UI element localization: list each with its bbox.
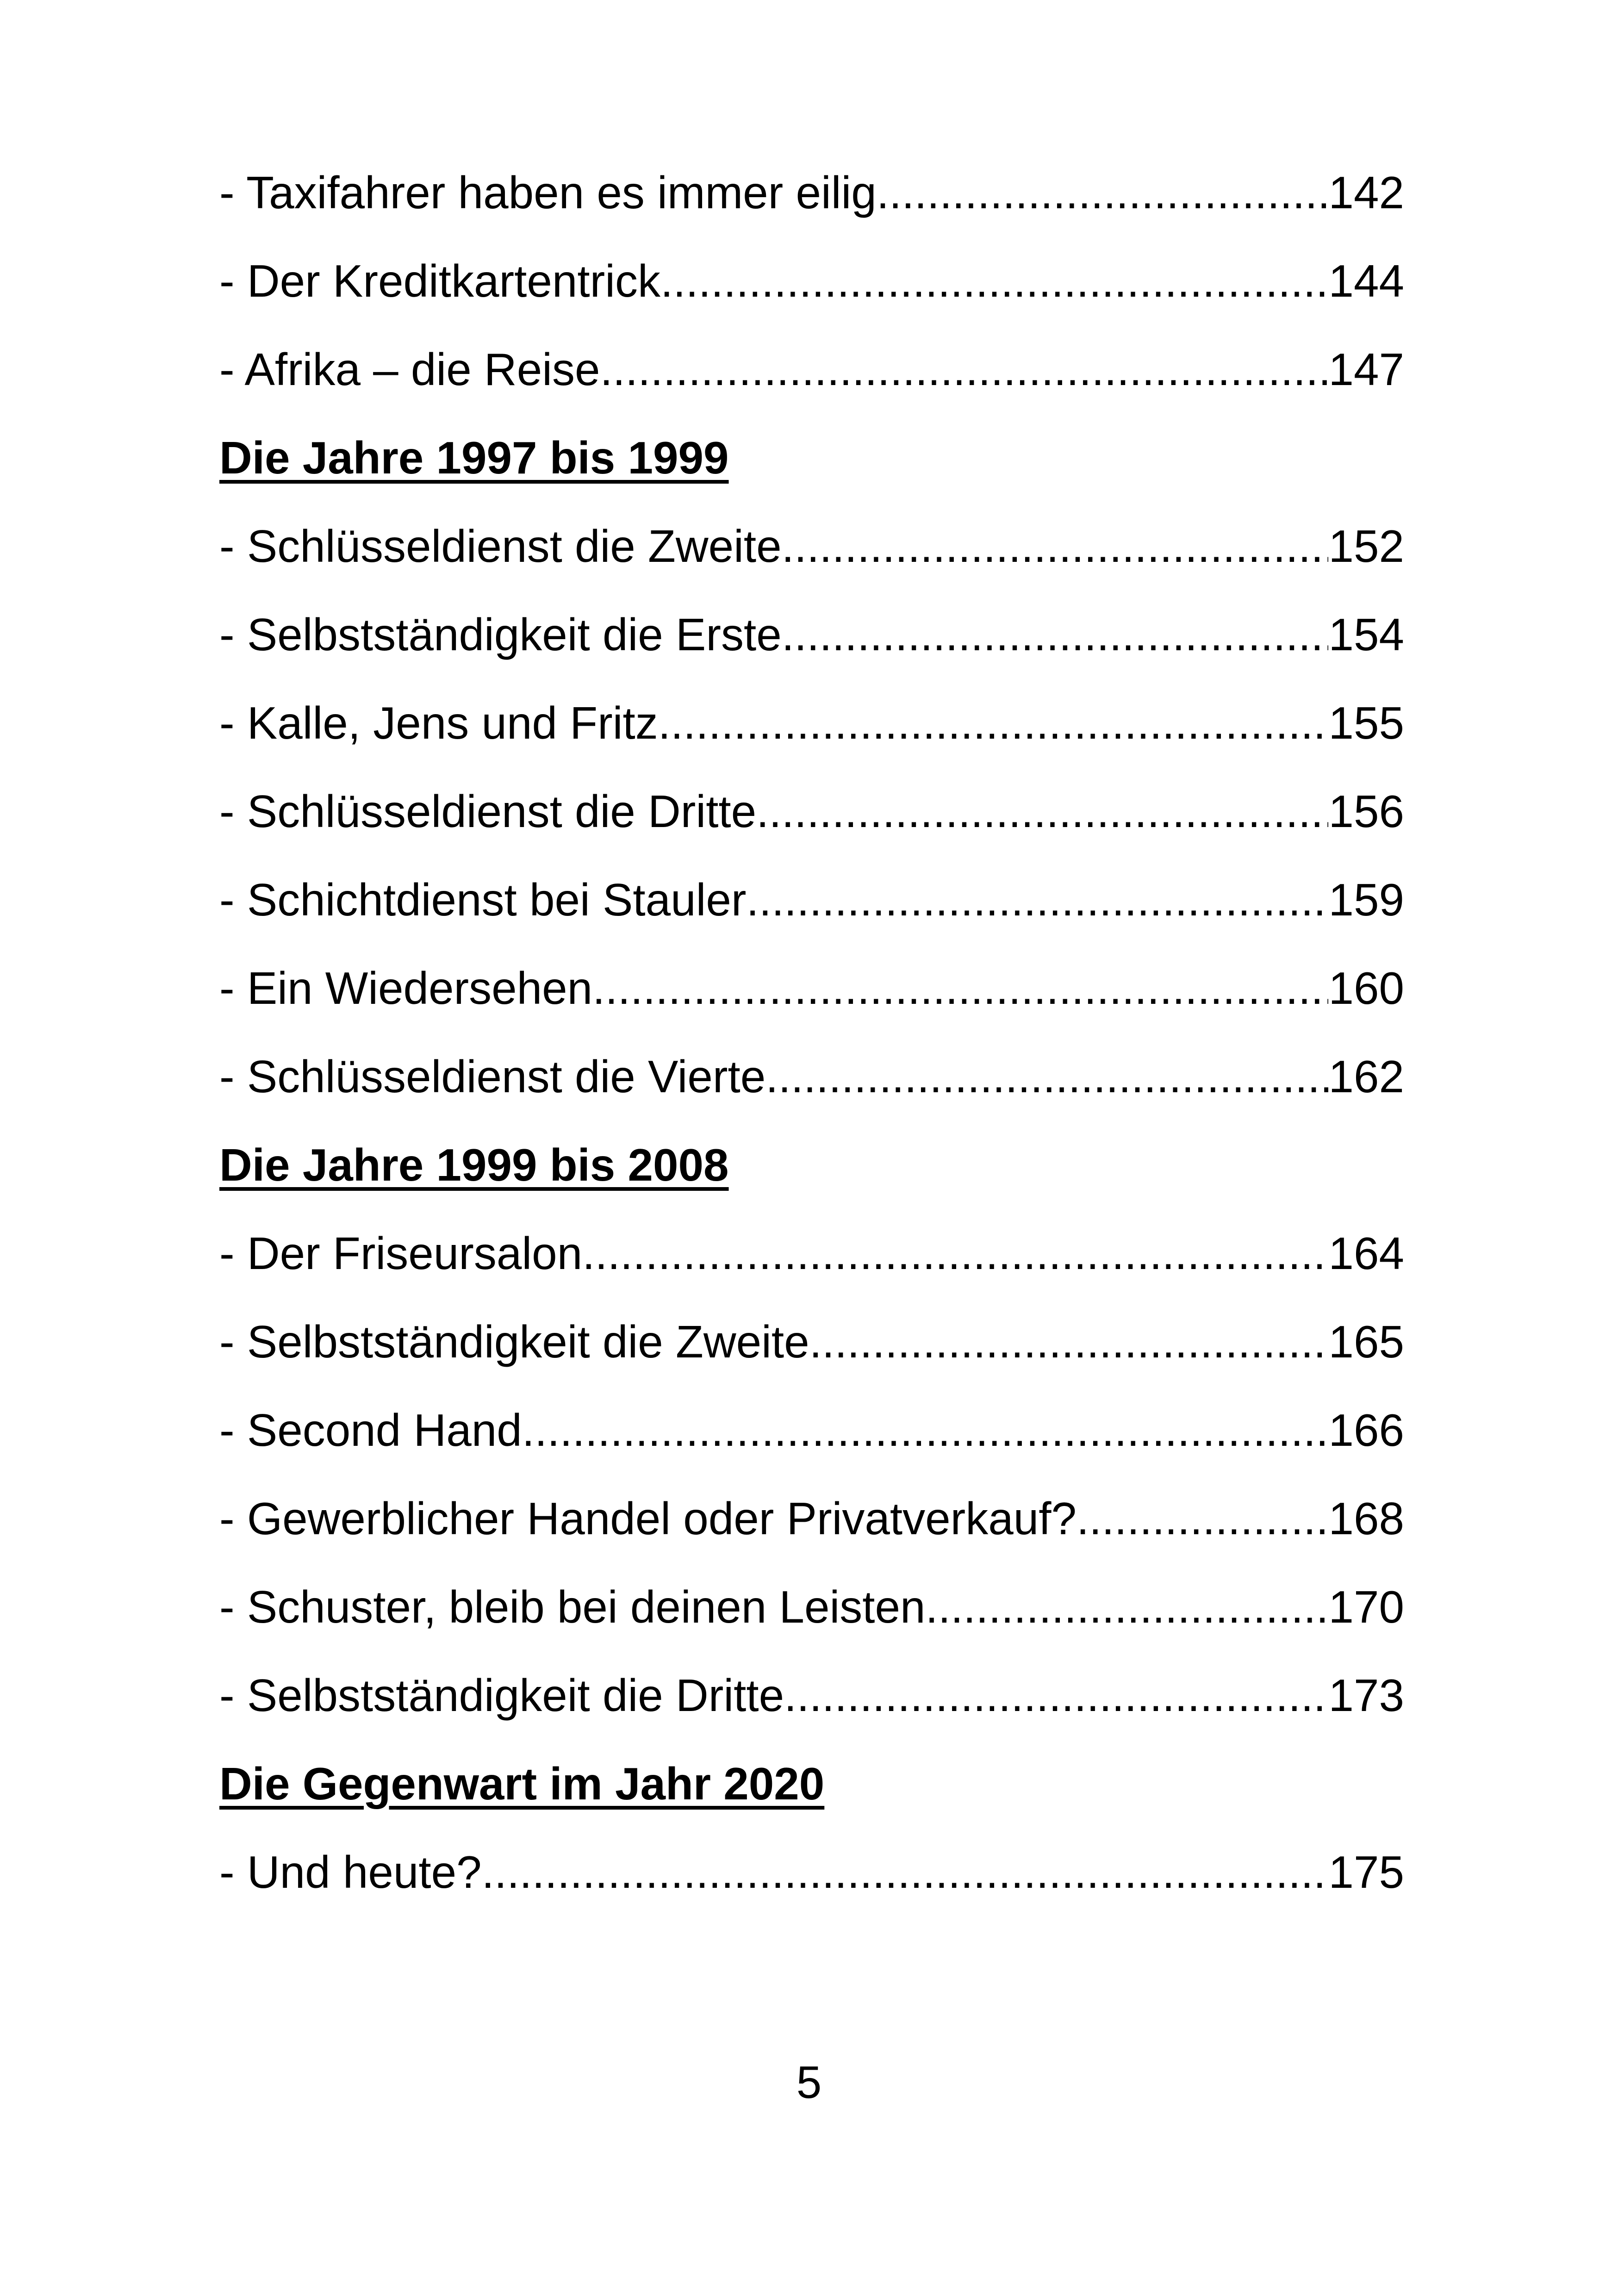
toc-entry-title: - Second Hand [219, 1404, 522, 1456]
dot-leader [600, 347, 1328, 392]
toc-entry [219, 590, 1404, 678]
toc-section-heading [219, 1739, 1404, 1828]
toc-entry [219, 767, 1404, 855]
toc-entry [219, 1297, 1404, 1386]
toc-entry-title: - Schichtdienst bei Stauler [219, 874, 747, 925]
toc-entry-title: - Schuster, bleib bei deinen Leisten [219, 1581, 926, 1632]
toc-entry-page-number: 170 [1328, 1581, 1404, 1632]
toc-entry-page-number: 173 [1328, 1669, 1404, 1721]
dot-leader [765, 1054, 1328, 1099]
page-number: 5 [796, 2057, 822, 2108]
toc-entry-page-number: 152 [1328, 520, 1404, 572]
toc-entry-page-number: 156 [1328, 785, 1404, 837]
section-heading-text: Die Jahre 1997 bis 1999 [219, 432, 729, 483]
table-of-contents [219, 148, 1404, 1916]
toc-entry [219, 855, 1404, 944]
dot-leader [809, 1319, 1329, 1364]
dot-leader [592, 965, 1328, 1011]
toc-entry-title: - Schlüsseldienst die Vierte [219, 1051, 766, 1102]
toc-entry-page-number: 162 [1328, 1051, 1404, 1102]
dot-leader [782, 523, 1329, 569]
toc-entry-title: - Selbstständigkeit die Dritte [219, 1669, 784, 1721]
toc-entry [219, 148, 1404, 236]
dot-leader [482, 1849, 1329, 1895]
toc-entry [219, 1209, 1404, 1297]
toc-section-heading [219, 413, 1404, 502]
toc-entry-title: - Kalle, Jens und Fritz [219, 697, 658, 748]
toc-entry [219, 1828, 1404, 1916]
dot-leader [1077, 1496, 1329, 1541]
toc-entry-title: - Schlüsseldienst die Zweite [219, 520, 782, 572]
toc-entry-title: - Schlüsseldienst die Dritte [219, 785, 757, 837]
toc-entry [219, 325, 1404, 413]
toc-entry-page-number: 147 [1328, 343, 1404, 395]
toc-entry-page-number: 159 [1328, 874, 1404, 925]
toc-entry [219, 1562, 1404, 1651]
toc-entry-title: - Und heute? [219, 1846, 482, 1898]
toc-entry [219, 1651, 1404, 1739]
dot-leader [658, 700, 1329, 746]
toc-entry-page-number: 142 [1328, 167, 1404, 218]
toc-entry [219, 1032, 1404, 1120]
dot-leader [784, 1673, 1328, 1718]
toc-entry-page-number: 165 [1328, 1316, 1404, 1367]
toc-entry-page-number: 166 [1328, 1404, 1404, 1456]
toc-entry-title: - Selbstständigkeit die Erste [219, 609, 782, 660]
dot-leader [582, 1231, 1328, 1276]
toc-entry-title: - Der Friseursalon [219, 1227, 583, 1279]
dot-leader [877, 170, 1329, 215]
section-heading-text: Die Gegenwart im Jahr 2020 [219, 1758, 825, 1809]
toc-entry-title: - Gewerblicher Handel oder Privatverkauf? [219, 1493, 1077, 1544]
dot-leader [660, 258, 1328, 304]
toc-entry-title: - Ein Wiedersehen [219, 962, 593, 1014]
toc-entry [219, 678, 1404, 767]
dot-leader [782, 612, 1329, 657]
dot-leader [925, 1584, 1328, 1630]
dot-leader [522, 1407, 1329, 1453]
toc-entry-page-number: 160 [1328, 962, 1404, 1014]
toc-entry-page-number: 175 [1328, 1846, 1404, 1898]
toc-entry-title: - Afrika – die Reise [219, 343, 600, 395]
toc-entry [219, 1386, 1404, 1474]
toc-entry-page-number: 144 [1328, 255, 1404, 306]
toc-entry [219, 944, 1404, 1032]
toc-entry-page-number: 154 [1328, 609, 1404, 660]
dot-leader [746, 877, 1328, 922]
toc-section-heading [219, 1120, 1404, 1209]
toc-entry [219, 502, 1404, 590]
toc-entry [219, 1474, 1404, 1562]
toc-entry-title: - Selbstständigkeit die Zweite [219, 1316, 809, 1367]
toc-entry-page-number: 164 [1328, 1227, 1404, 1279]
toc-entry-title: - Der Kreditkartentrick [219, 255, 661, 306]
dot-leader [756, 789, 1328, 834]
toc-entry-title: - Taxifahrer haben es immer eilig [219, 167, 877, 218]
toc-entry-page-number: 155 [1328, 697, 1404, 748]
toc-entry [219, 236, 1404, 325]
section-heading-text: Die Jahre 1999 bis 2008 [219, 1139, 729, 1190]
toc-entry-page-number: 168 [1328, 1493, 1404, 1544]
